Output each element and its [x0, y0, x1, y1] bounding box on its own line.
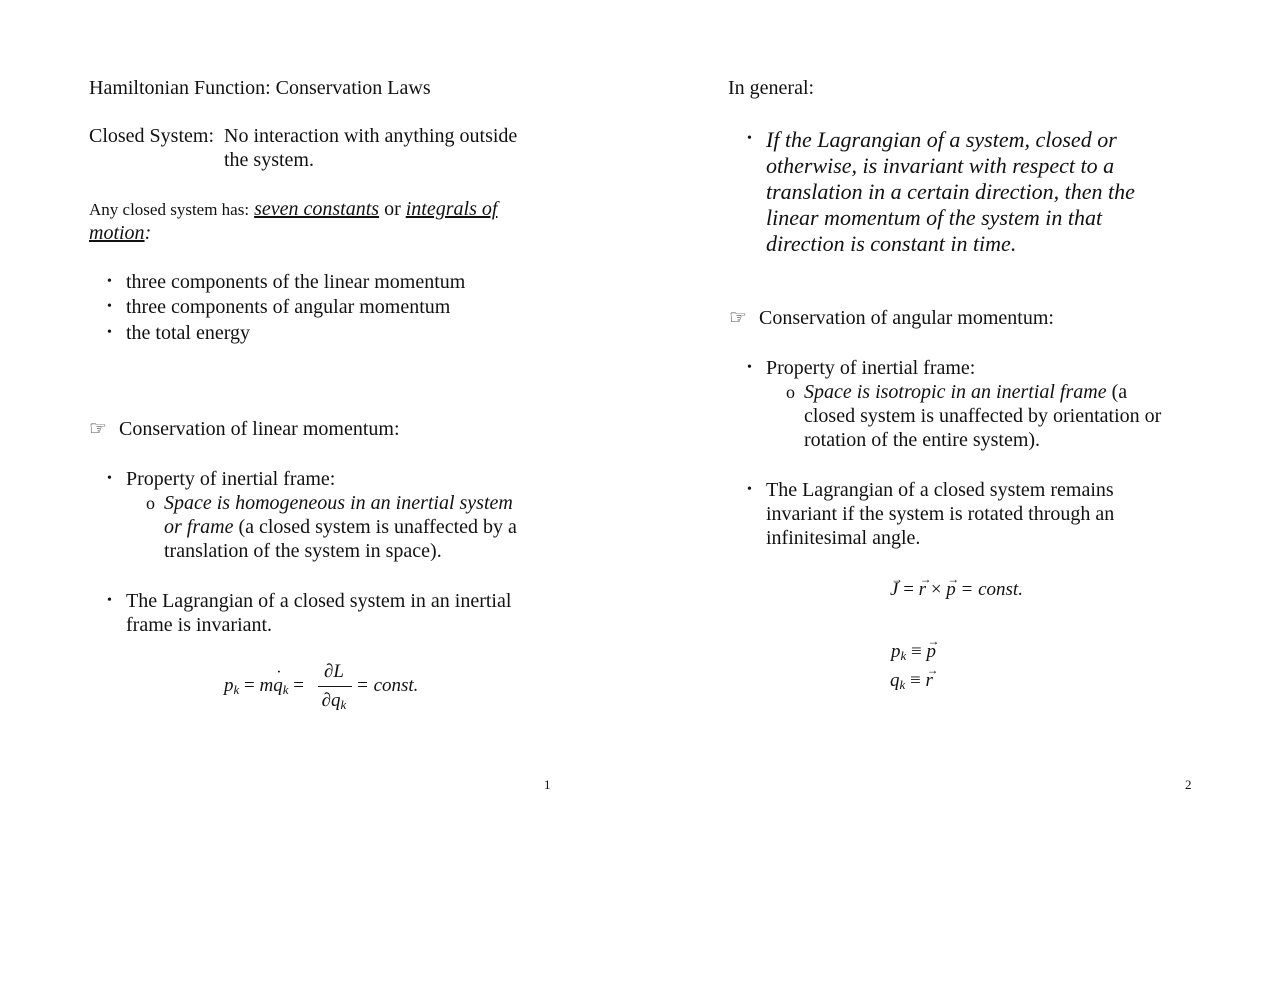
homogeneous-statement-line-3: translation of the system in space).: [164, 540, 442, 562]
closed-system-definition-line-1: No interaction with anything outside: [224, 125, 518, 147]
open-bullet-icon: o: [786, 382, 795, 402]
eq-sign: =: [244, 675, 255, 696]
momentum-equation-lhs: [224, 674, 304, 702]
closed-system-definition-line-2: the system.: [224, 149, 314, 171]
pointing-hand-icon: ☞: [729, 307, 747, 329]
eq-p: p: [891, 641, 901, 662]
homogeneous-italic-2: or frame: [164, 516, 234, 538]
isotropic-italic: Space is isotropic in an inertial frame: [804, 381, 1107, 403]
property-label: Property of inertial frame:: [126, 468, 336, 490]
constants-intro-prefix: Any closed system has:: [89, 200, 250, 219]
bullet-icon: •: [107, 274, 112, 289]
eq-times: ×: [930, 579, 942, 600]
isotropic-statement-line-1: [804, 380, 1127, 404]
invariance-statement-line-2: otherwise, is invariant with respect to a: [766, 153, 1115, 178]
property-label: Property of inertial frame:: [766, 357, 976, 379]
eq-k: k: [899, 677, 906, 692]
eq-k: k: [900, 648, 907, 663]
motion-term: motion: [89, 222, 145, 244]
list-item: three components of angular momentum: [126, 296, 451, 318]
linear-momentum-heading: Conservation of linear momentum:: [119, 418, 400, 440]
constants-intro-line-2: [89, 221, 151, 245]
isotropic-rest-1: (a: [1111, 381, 1128, 403]
homogeneous-rest-1: (a closed system is unaffected by a: [238, 516, 517, 538]
eq-r: → r: [919, 578, 926, 602]
eq-const: = const.: [960, 579, 1023, 600]
list-item: three components of the linear momentum: [126, 271, 466, 293]
constants-intro: [89, 197, 497, 222]
invariance-statement-line-4: linear momentum of the system in that: [766, 205, 1103, 230]
angular-momentum-equation: [890, 578, 1023, 602]
homogeneous-statement-line-2: [164, 515, 517, 539]
eq-sign: =: [293, 675, 304, 696]
isotropic-statement-line-3: rotation of the entire system).: [804, 429, 1041, 451]
eq-m: m: [259, 675, 274, 696]
invariance-statement-line-3: translation in a certain direction, then the: [766, 179, 1135, 204]
angular-momentum-heading: Conservation of angular momentum:: [759, 307, 1054, 329]
page-number: 2: [1185, 777, 1192, 792]
eq-sign: =: [903, 579, 914, 600]
eq-vec-p: → p: [927, 640, 937, 664]
fraction-bar: [318, 686, 352, 687]
pointing-hand-icon: ☞: [89, 418, 107, 440]
bullet-icon: •: [107, 593, 112, 608]
eq-k: k: [282, 682, 289, 697]
eq-equiv: ≡: [911, 641, 922, 662]
eq-p: p: [224, 675, 234, 696]
homogeneous-statement-line-1: Space is homogeneous in an inertial system: [164, 492, 513, 514]
page-number: 1: [544, 777, 551, 792]
eq-p: → p: [946, 578, 956, 602]
motion-colon: :: [144, 222, 152, 244]
eq-k: k: [233, 682, 240, 697]
eq-qdot: · q: [273, 674, 283, 698]
lagrangian-statement-line-2: frame is invariant.: [126, 614, 273, 636]
fraction-numerator: ∂L: [324, 661, 344, 682]
eq-vec-r: → r: [926, 669, 933, 693]
rotation-statement-line-2: invariant if the system is rotated through an: [766, 503, 1115, 525]
bullet-icon: •: [107, 325, 112, 340]
integrals-of-term: integrals of: [405, 198, 498, 220]
isotropic-statement-line-2: closed system is unaffected by orientation or: [804, 405, 1162, 427]
open-bullet-icon: o: [146, 493, 155, 513]
eq-k: k: [340, 697, 347, 712]
bullet-icon: •: [107, 471, 112, 486]
invariance-statement-line-1: If the Lagrangian of a system, closed or: [766, 127, 1117, 152]
qk-identity: [890, 669, 933, 697]
page-title: Hamiltonian Function: Conservation Laws: [89, 77, 431, 99]
closed-system-label: Closed System:: [89, 125, 215, 147]
bullet-icon: •: [747, 360, 752, 375]
list-item: the total energy: [126, 322, 251, 344]
seven-constants-term: seven constants: [254, 198, 380, 220]
eq-den: ∂q: [321, 690, 341, 711]
bullet-icon: •: [107, 299, 112, 314]
or-word: or: [384, 198, 401, 220]
eq-J: → J: [890, 578, 898, 602]
eq-q: q: [890, 670, 900, 691]
in-general-heading: In general:: [728, 77, 815, 99]
lagrangian-statement-line-1: The Lagrangian of a closed system in an inertial: [126, 590, 512, 612]
bullet-icon: •: [747, 131, 752, 146]
invariance-statement-line-5: direction is constant in time.: [766, 231, 1017, 256]
rotation-statement-line-3: infinitesimal angle.: [766, 527, 921, 549]
page-2: [640, 0, 1280, 989]
momentum-equation-rhs: = const.: [356, 675, 419, 696]
fraction-denominator: [316, 690, 352, 713]
rotation-statement-line-1: The Lagrangian of a closed system remains: [766, 479, 1114, 501]
eq-equiv: ≡: [910, 670, 921, 691]
bullet-icon: •: [747, 482, 752, 497]
